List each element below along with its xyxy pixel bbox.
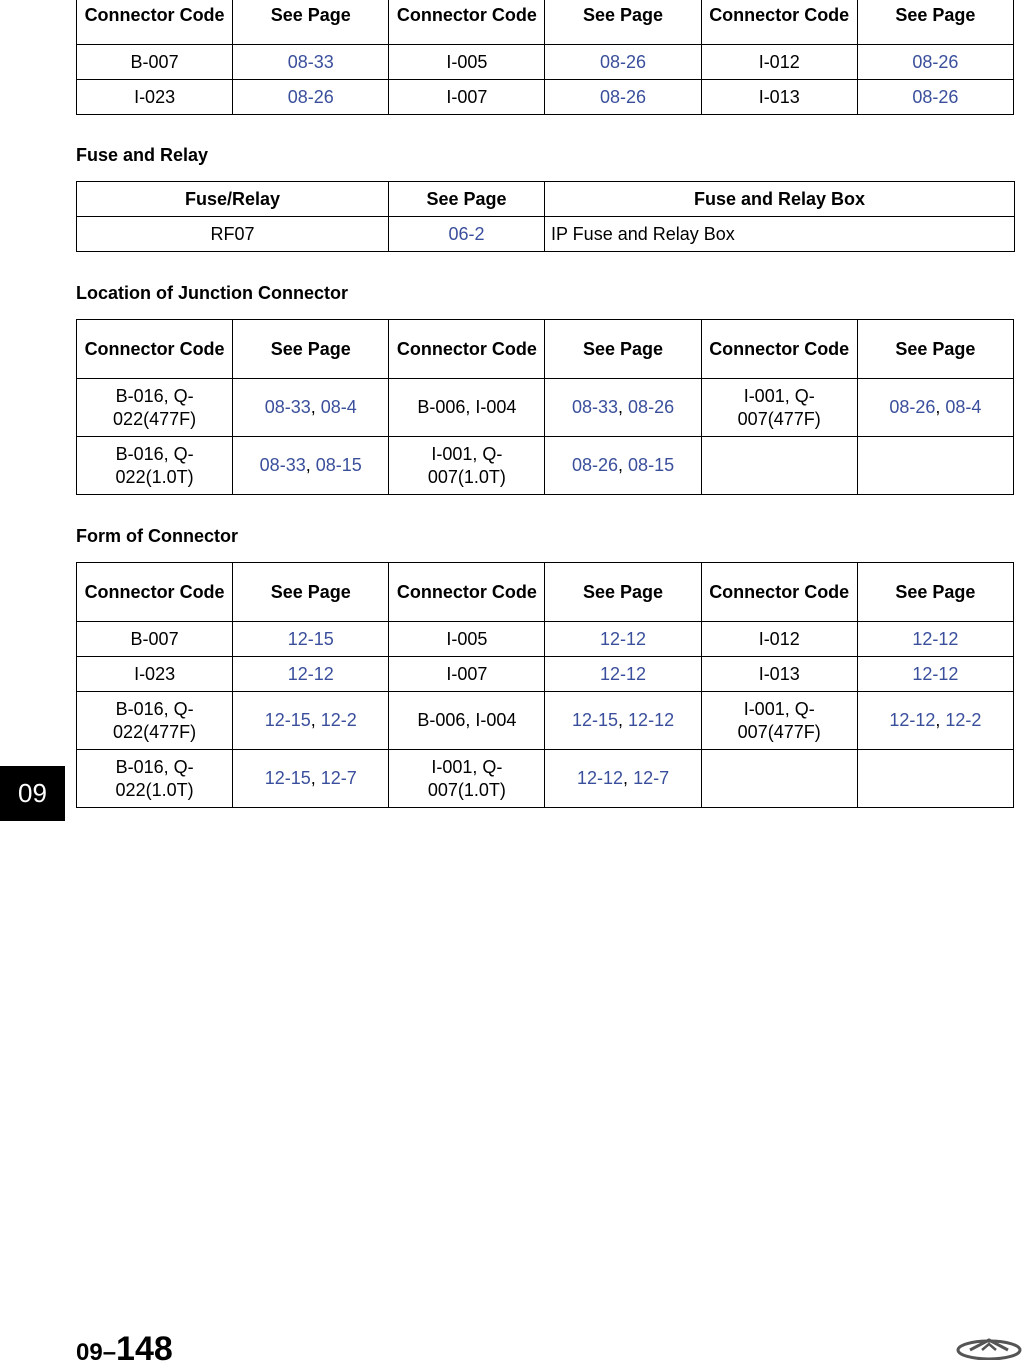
page-link[interactable]: 08-26 bbox=[912, 51, 959, 72]
empty-cell bbox=[857, 750, 1013, 808]
table-row: B-016, Q-022(477F) 12-15, 12-2 B-006, I-004 12-15, 12-12 I-001, Q-007(477F) 12-12, 12-2 bbox=[77, 692, 1014, 750]
header-connector-code: Connector Code bbox=[701, 320, 857, 379]
page-link[interactable]: 12-15 bbox=[571, 710, 619, 730]
page-link[interactable]: 08-33 bbox=[571, 397, 619, 417]
connector-code: I-013 bbox=[701, 80, 857, 115]
header-connector-code: Connector Code bbox=[389, 0, 545, 45]
header-connector-code: Connector Code bbox=[77, 320, 233, 379]
connector-code: I-001, Q-007(477F) bbox=[701, 379, 857, 437]
page-link[interactable]: 08-26 bbox=[600, 51, 647, 72]
connector-code: I-013 bbox=[701, 657, 857, 692]
connector-code: B-016, Q-022(477F) bbox=[77, 692, 233, 750]
page-link[interactable]: 12-12 bbox=[628, 710, 675, 730]
connector-code: I-001, Q-007(477F) bbox=[701, 692, 857, 750]
section-title-form-of-connector: Form of Connector bbox=[76, 526, 238, 546]
header-connector-code: Connector Code bbox=[389, 563, 545, 622]
page-link[interactable]: 12-15 bbox=[264, 768, 311, 788]
header-connector-code: Connector Code bbox=[389, 320, 545, 379]
header-see-page: See Page bbox=[545, 563, 701, 622]
page-link[interactable]: 12-12 bbox=[287, 663, 334, 684]
chery-logo-icon bbox=[956, 1336, 1022, 1360]
section-tab: 09 bbox=[0, 766, 65, 821]
page-link[interactable]: 08-26 bbox=[912, 86, 959, 107]
page-link[interactable]: 08-26 bbox=[628, 397, 675, 417]
empty-cell bbox=[701, 437, 857, 495]
connector-code: I-005 bbox=[389, 45, 545, 80]
connector-code: I-023 bbox=[77, 657, 233, 692]
page-link[interactable]: 08-26 bbox=[600, 86, 647, 107]
page-link[interactable]: 12-2 bbox=[320, 710, 357, 730]
connector-code: B-007 bbox=[77, 622, 233, 657]
header-see-page: See Page bbox=[857, 563, 1013, 622]
header-fuse-relay: Fuse/Relay bbox=[77, 182, 389, 217]
header-connector-code: Connector Code bbox=[77, 0, 233, 45]
page-link[interactable]: 08-15 bbox=[628, 455, 675, 475]
header-see-page: See Page bbox=[857, 0, 1013, 45]
table-row bbox=[77, 657, 1014, 692]
connector-code: I-001, Q-007(1.0T) bbox=[389, 750, 545, 808]
connector-table-top bbox=[76, 0, 1014, 115]
page-link[interactable]: 08-33 bbox=[287, 51, 334, 72]
page-link[interactable]: 12-12 bbox=[912, 628, 959, 649]
junction-connector-table bbox=[76, 319, 1014, 495]
header-fuse-relay-box: Fuse and Relay Box bbox=[545, 182, 1015, 217]
page-link[interactable]: 12-15 bbox=[264, 710, 311, 730]
page-link[interactable]: 12-12 bbox=[889, 710, 936, 730]
fuse-relay-table bbox=[76, 181, 1015, 252]
table-row: B-016, Q-022(477F) 08-33, 08-4 B-006, I-004 08-33, 08-26 I-001, Q-007(477F) 08-26, 08-4 bbox=[77, 379, 1014, 437]
page-link[interactable]: 08-26 bbox=[571, 455, 619, 475]
page-link[interactable]: 08-26 bbox=[287, 86, 334, 107]
header-see-page: See Page bbox=[857, 320, 1013, 379]
page-number bbox=[76, 1330, 173, 1371]
connector-code: B-006, I-004 bbox=[389, 692, 545, 750]
page-link[interactable]: 12-12 bbox=[577, 768, 624, 788]
header-connector-code: Connector Code bbox=[701, 563, 857, 622]
page-link[interactable]: 06-2 bbox=[448, 223, 485, 244]
connector-code: B-016, Q-022(1.0T) bbox=[77, 750, 233, 808]
connector-code: B-016, Q-022(477F) bbox=[77, 379, 233, 437]
page-link[interactable]: 12-12 bbox=[600, 663, 647, 684]
connector-code: B-016, Q-022(1.0T) bbox=[77, 437, 233, 495]
table-row bbox=[77, 80, 1014, 115]
connector-code: I-023 bbox=[77, 80, 233, 115]
fuse-relay-code: RF07 bbox=[77, 217, 389, 252]
page-number-prefix: 09– bbox=[76, 1339, 117, 1366]
page-link[interactable]: 08-26 bbox=[889, 397, 936, 417]
header-see-page: See Page bbox=[233, 0, 389, 45]
empty-cell bbox=[701, 750, 857, 808]
page-link[interactable]: 08-4 bbox=[320, 397, 357, 417]
form-connector-table bbox=[76, 562, 1014, 808]
connector-code: I-005 bbox=[389, 622, 545, 657]
header-connector-code: Connector Code bbox=[701, 0, 857, 45]
empty-cell bbox=[857, 437, 1013, 495]
section-title-fuse-relay: Fuse and Relay bbox=[76, 145, 209, 165]
connector-code: B-007 bbox=[77, 45, 233, 80]
header-see-page: See Page bbox=[233, 563, 389, 622]
table-row bbox=[77, 622, 1014, 657]
page-link[interactable]: 12-12 bbox=[600, 628, 647, 649]
section-title-junction-connector: Location of Junction Connector bbox=[76, 283, 348, 303]
fuse-relay-box-name: IP Fuse and Relay Box bbox=[545, 217, 1015, 252]
page-link[interactable]: 08-15 bbox=[315, 455, 362, 475]
connector-code: I-001, Q-007(1.0T) bbox=[389, 437, 545, 495]
page-link[interactable]: 08-4 bbox=[945, 397, 982, 417]
header-see-page: See Page bbox=[233, 320, 389, 379]
connector-code: I-012 bbox=[701, 45, 857, 80]
table-row bbox=[77, 217, 1015, 252]
header-see-page: See Page bbox=[389, 182, 545, 217]
connector-code: I-007 bbox=[389, 657, 545, 692]
page-link[interactable]: 12-15 bbox=[287, 628, 334, 649]
page-link[interactable]: 12-2 bbox=[945, 710, 982, 730]
page-number-value: 148 bbox=[116, 1330, 173, 1368]
header-see-page: See Page bbox=[545, 320, 701, 379]
page-link[interactable]: 12-12 bbox=[912, 663, 959, 684]
connector-code: I-012 bbox=[701, 622, 857, 657]
page-link[interactable]: 12-7 bbox=[320, 768, 357, 788]
connector-code: B-006, I-004 bbox=[389, 379, 545, 437]
page-link[interactable]: 08-33 bbox=[259, 455, 306, 475]
table-row: B-016, Q-022(1.0T) 08-33, 08-15 I-001, Q-007(1.0T) 08-26, 08-15 bbox=[77, 437, 1014, 495]
page-link[interactable]: 12-7 bbox=[633, 768, 670, 788]
header-connector-code: Connector Code bbox=[77, 563, 233, 622]
table-row: B-016, Q-022(1.0T) 12-15, 12-7 I-001, Q-007(1.0T) 12-12, 12-7 bbox=[77, 750, 1014, 808]
header-see-page: See Page bbox=[545, 0, 701, 45]
table-row bbox=[77, 45, 1014, 80]
connector-code: I-007 bbox=[389, 80, 545, 115]
page-link[interactable]: 08-33 bbox=[264, 397, 311, 417]
